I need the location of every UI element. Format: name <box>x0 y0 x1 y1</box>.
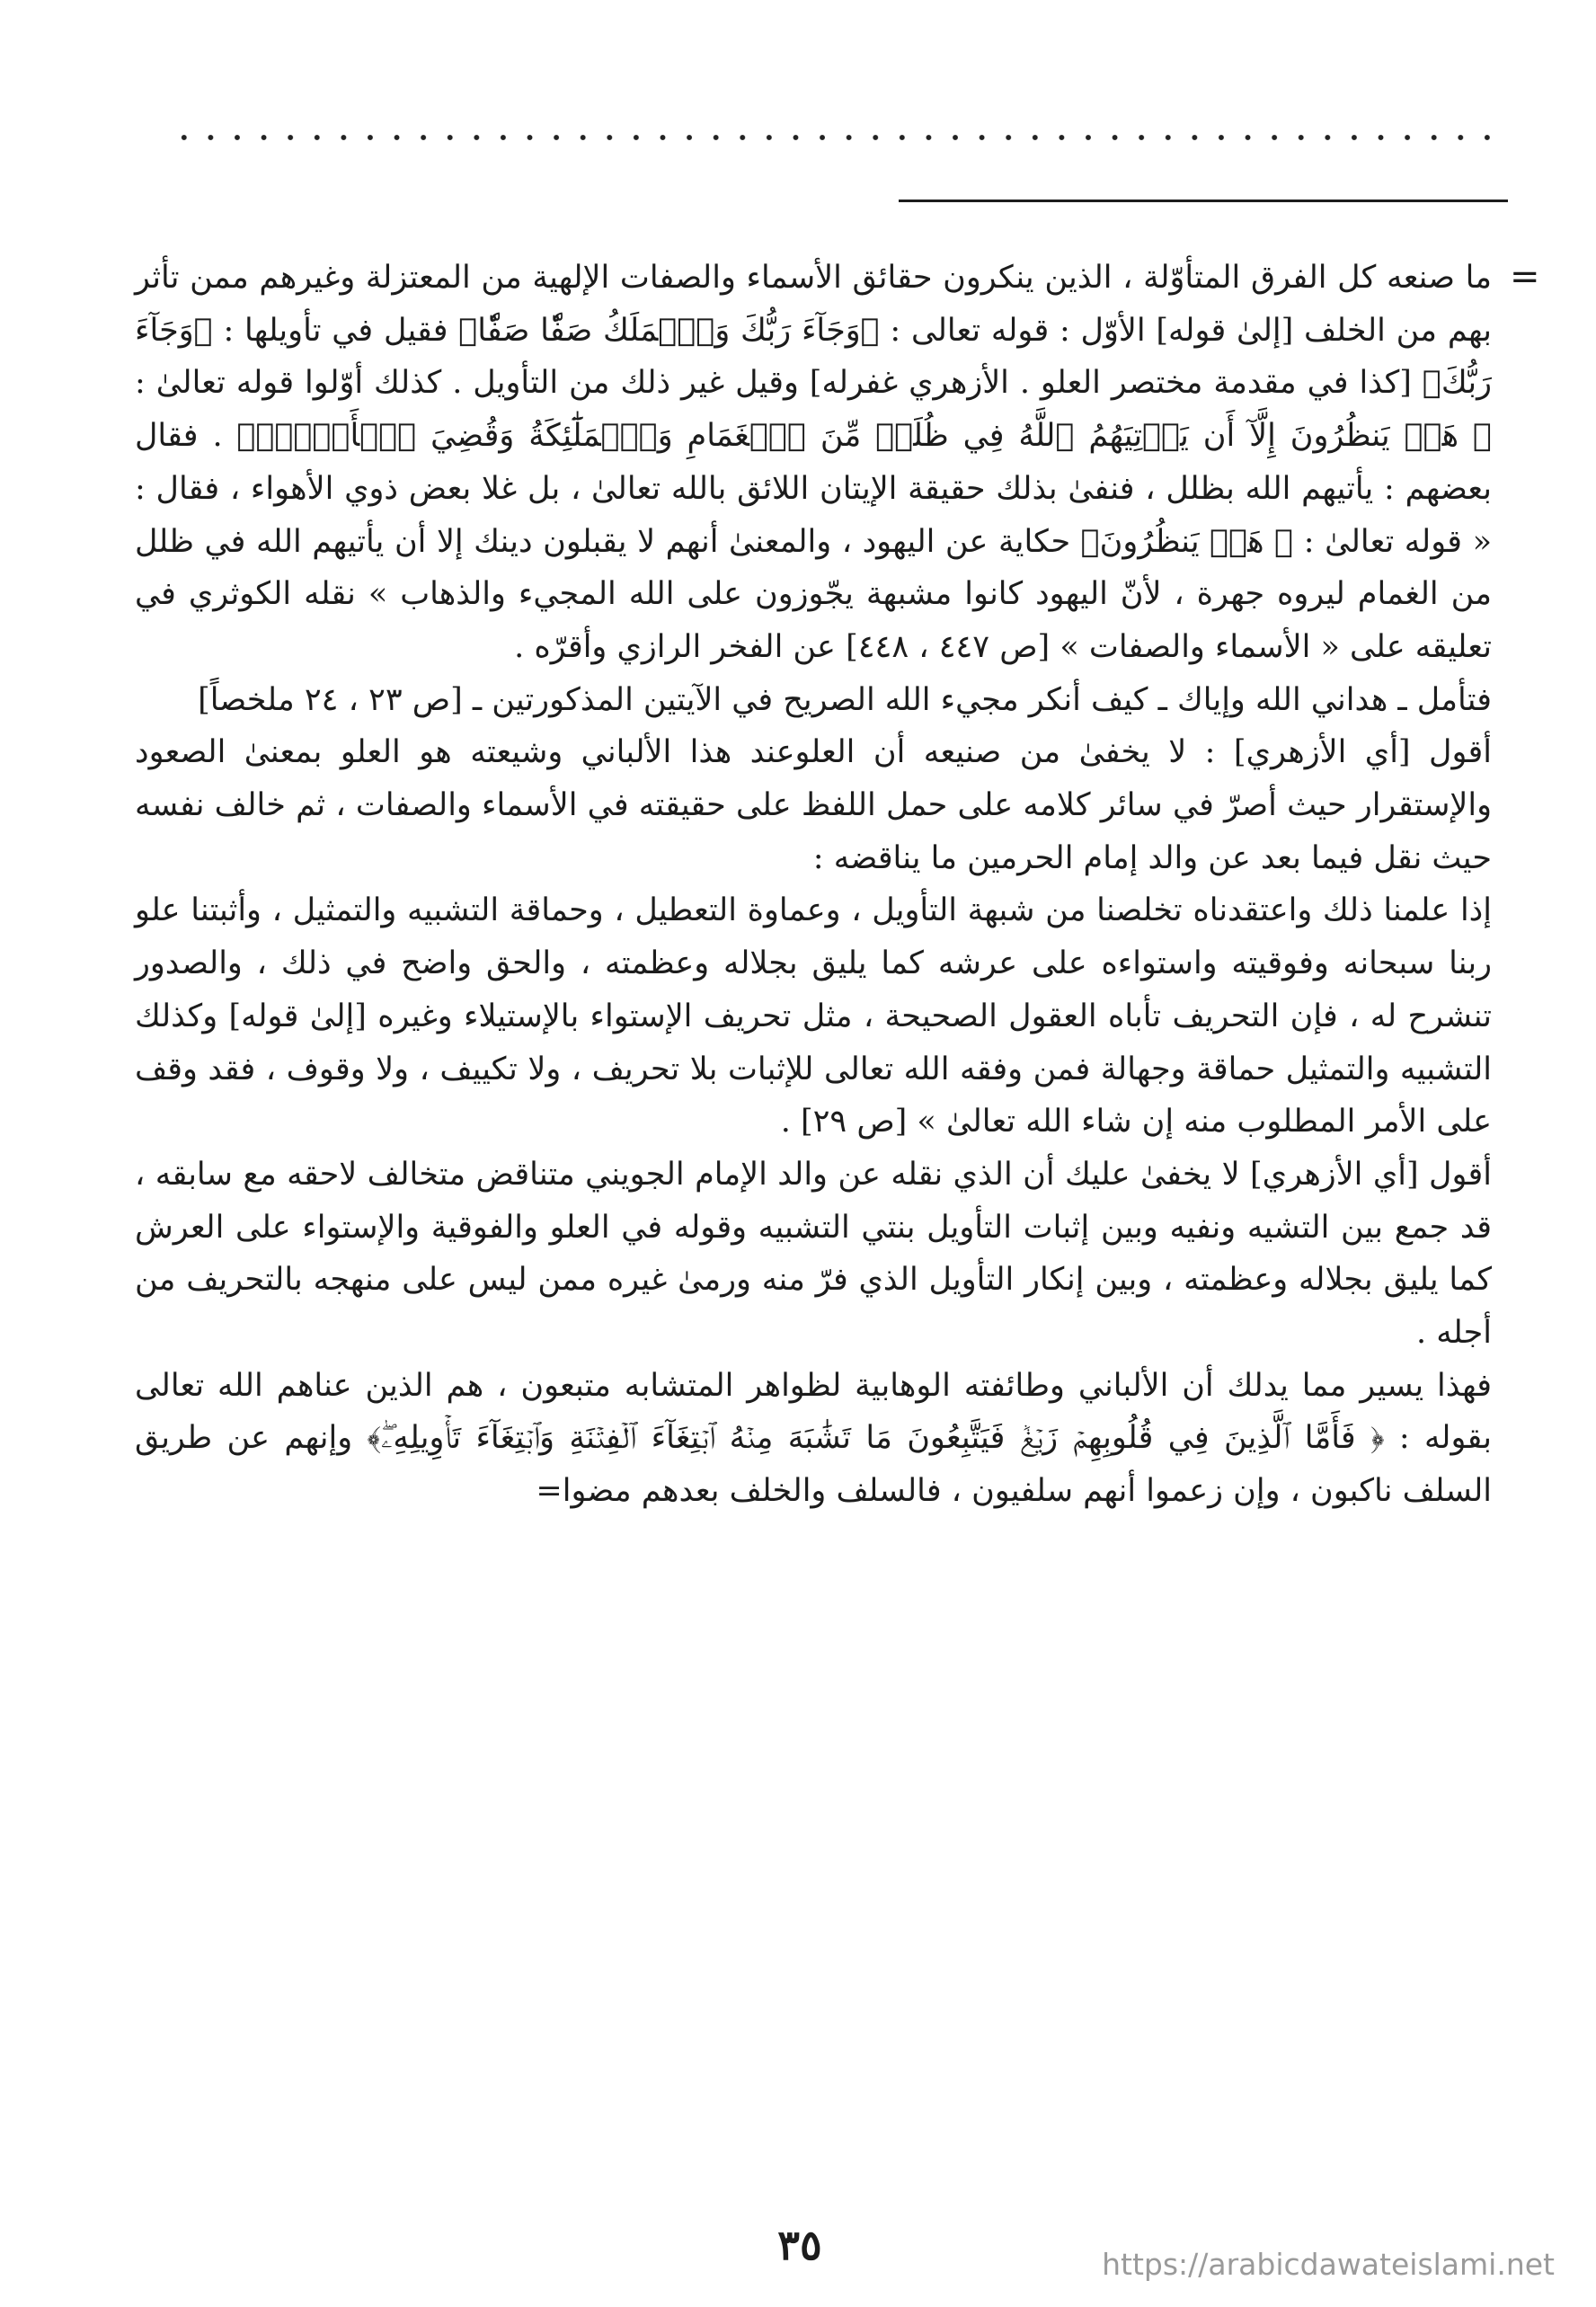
watermark-url: https://arabicdawateislami.net <box>1102 2247 1555 2282</box>
dotted-separator <box>171 133 1501 142</box>
continuation-mark: = <box>1510 256 1540 297</box>
paragraph-6: فهذا يسير مما يدلك أن الألباني وطائفته الوهابية لظواهر المتشابه متبعون ، هم الذين عناهم الله تعالى بقوله : ﴿ فَأَمَّا ٱلَّذِينَ فِي قُلُوبِهِمۡ زَيۡغٞ فَيَتَّبِعُونَ مَا تَشَٰبَهَ مِنۡهُ ٱبۡتِغَآءَ ٱلۡفِتۡنَةِ وَٱبۡتِغَآءَ تَأۡوِيلِهِۦۖ﴾ وإنهم عن طريق السلف ناكبون ، وإن زعموا أنهم سلفيون ، فالسلف والخلف بعدهم مضوا= <box>135 1367 1492 1510</box>
paragraph-2: فتأمل ـ هداني الله وإياك ـ كيف أنكر مجيء الله الصريح في الآيتين المذكورتين ـ [ص ٢٣ ، ٢٤ ملخصاً] <box>198 681 1492 718</box>
paragraph-1: ما صنعه كل الفرق المتأوّلة ، الذين ينكرون حقائق الأسماء والصفات الإلهية من المعتزلة وغيرهم ممن تأثر بهم من الخلف [إلىٰ قوله] الأوّل : قوله تعالى : ﴿وَجَآءَ رَبُّكَ وَٱلۡمَلَكُ صَفّٗا صَفّٗا﴾ فقيل في تأويلها : ﴿وَجَآءَ رَبُّكَ﴾ [كذا في مقدمة مختصر العلو . الأزهري غفرله] وقيل غير ذلك من التأويل . كذلك أوّلوا قوله تعالىٰ : ﴿ هَلۡ يَنظُرُونَ إِلَّآ أَن يَأۡتِيَهُمُ ٱللَّهُ فِي ظُلَلٖ مِّنَ ٱلۡغَمَامِ وَٱلۡمَلَٰٓئِكَةُ وَقُضِيَ ٱلۡأَمۡرُۚ﴾ . فقال بعضهم : يأتيهم الله بظلل ، فنفىٰ بذلك حقيقة الإيتان اللائق بالله تعالىٰ ، بل غلا بعض ذوي الأهواء ، فقال : « قوله تعالىٰ : ﴿ هَلۡ يَنظُرُونَ﴾ حكاية عن اليهود ، والمعنىٰ أنهم لا يقبلون دينك إلا أن يأتيهم الله في ظلل من الغمام ليروه جهرة ، لأنّ اليهود كانوا مشبهة يجّوزون على الله المجيء والذهاب » نقله الكوثري في تعليقه على « الأسماء والصفات » [ص ٤٤٧ ، ٤٤٨] عن الفخر الرازي وأقرّه . <box>135 260 1492 665</box>
footnote-text <box>135 252 1492 1518</box>
footnote-separator-line <box>899 200 1508 202</box>
paragraph-3: أقول [أي الأزهري] : لا يخفىٰ من صنيعه أن العلوعند هذا الألباني وشيعته هو العلو بمعنىٰ الصعود والإستقرار حيث أصرّ في سائر كلامه على حمل اللفظ على حقيقته في الأسماء والصفات ، ثم خالف نفسه حيث نقل فيما بعد عن والد إمام الحرمين ما يناقضه : <box>135 734 1492 876</box>
paragraph-5: أقول [أي الأزهري] لا يخفىٰ عليك أن الذي نقله عن والد الإمام الجويني متناقض متخالف لاحقه مع سابقه ، قد جمع بين التشيه ونفيه وبين إثبات التأويل بنتي التشبيه وقوله في العلو والفوقية والإستواء على العرش كما يليق بجلاله وعظمته ، وبين إنكار التأويل الذي فرّ منه ورمىٰ غيره ممن ليس على منهجه بالتحريف من أجله . <box>135 1156 1492 1352</box>
page-number: ٣٥ <box>777 2221 822 2269</box>
paragraph-4: إذا علمنا ذلك واعتقدناه تخلصنا من شبهة التأويل ، وعماوة التعطيل ، وحماقة التشبيه والتمثيل ، وأثبتنا علو ربنا سبحانه وفوقيته واستواءه على عرشه كما يليق بجلاله وعظمته ، والحق واضح في ذلك ، والصدور تنشرح له ، فإن التحريف تأباه العقول الصحيحة ، مثل تحريف الإستواء بالإستيلاء وغيره [إلىٰ قوله] وكذلك التشبيه والتمثيل حماقة وجهالة فمن وفقه الله تعالى للإثبات بلا تحريف ، ولا تكييف ، ولا وقوف ، فقد وقف على الأمر المطلوب منه إن شاء الله تعالىٰ » [ص ٢٩] . <box>135 892 1492 1140</box>
